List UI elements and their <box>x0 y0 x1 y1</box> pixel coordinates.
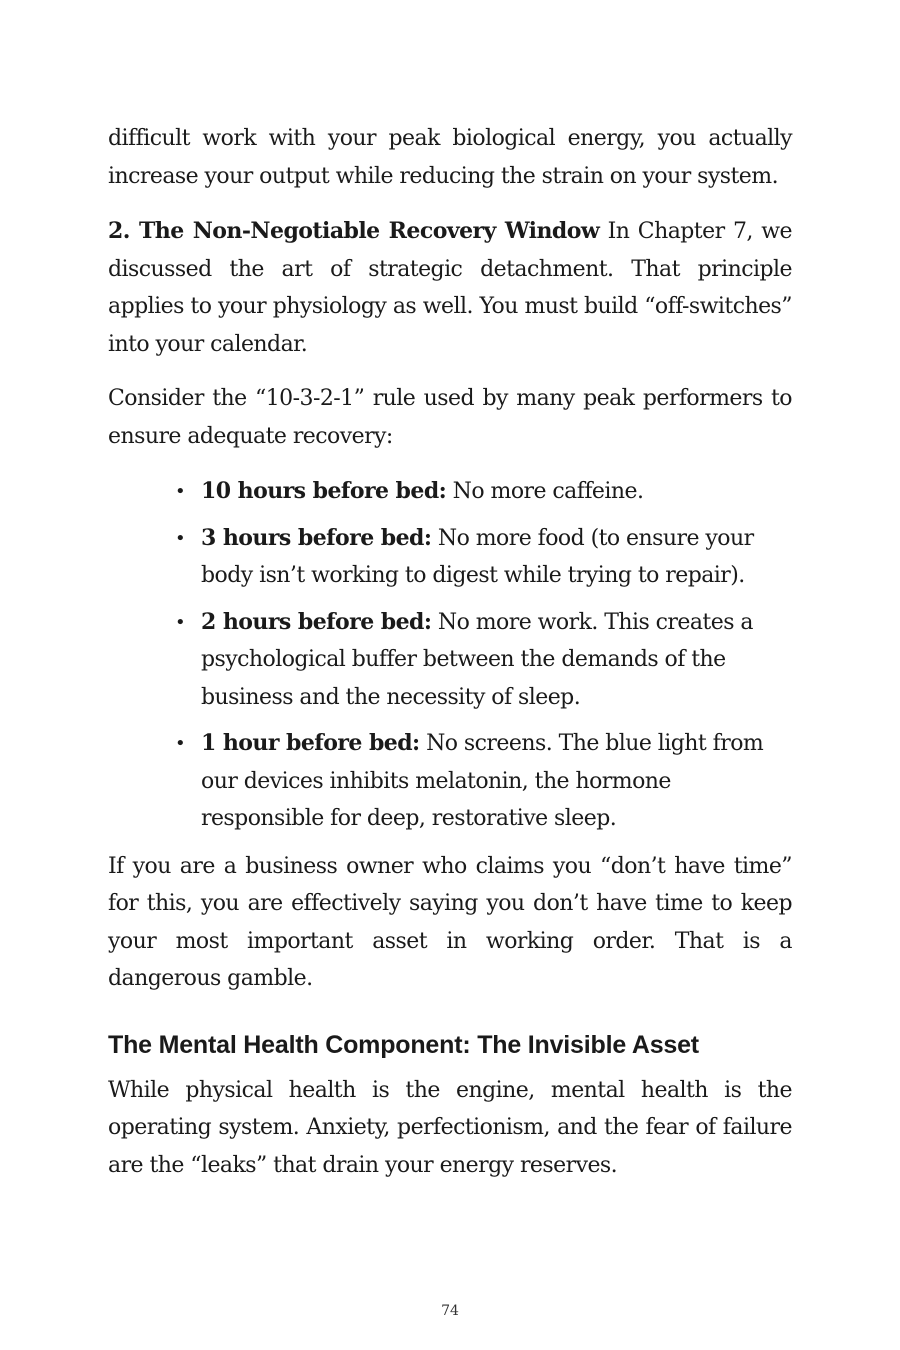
list-item <box>175 473 771 511</box>
bullet-icon: • <box>175 611 186 633</box>
list-item <box>175 725 771 838</box>
paragraph-recovery-window-text: In Chapter 7, we discussed the art of strategic detachment. That principle applies to your physiology as well. You must build “off-switches” into your calendar. <box>108 219 792 357</box>
list-item <box>175 520 771 595</box>
list-item-lead: 1 hour before bed: <box>201 730 420 756</box>
page-number: 74 <box>441 1303 459 1319</box>
recovery-rule-list <box>108 473 771 838</box>
list-item-lead: 3 hours before bed: <box>201 524 432 551</box>
bullet-icon: • <box>175 733 186 754</box>
bullet-icon: • <box>175 527 186 549</box>
paragraph-business-owner: If you are a business owner who claims you “don’t have time” for this, you are effectively saying you don’t have time to keep your most important asset in working order. That is a dangerous gamble. <box>108 853 792 991</box>
list-item-lead: 2 hours before bed: <box>201 608 432 635</box>
paragraph-recovery-window <box>108 213 792 363</box>
paragraph-heading-recovery-window: 2. The Non-Negotiable Recovery Window <box>108 218 600 244</box>
list-item-lead: 10 hours before bed: <box>201 478 447 504</box>
paragraph-continuation: difficult work with your peak biological energy, you actually increase your output while reducing the strain on your system. <box>108 126 792 189</box>
paragraph-mental-health: While physical health is the engine, mental health is the operating system. Anxiety, perfectionism, and the fear of failure are the “leaks” that drain your energy reserves. <box>108 1077 792 1178</box>
section-heading: The Mental Health Component: The Invisible Asset <box>108 1030 699 1059</box>
list-item-text: No more food (to ensure your body isn’t working to digest while trying to repair). <box>201 525 754 588</box>
page-content <box>108 120 792 1184</box>
bullet-icon: • <box>175 481 186 502</box>
list-item-text: No more work. This creates a psychological buffer between the demands of the business and the necessity of sleep. <box>201 609 753 710</box>
list-item <box>175 604 771 717</box>
paragraph-10-3-2-1-rule: Consider the “10-3-2-1” rule used by many peak performers to ensure adequate recovery: <box>108 386 792 449</box>
list-item-text: No screens. The blue light from our devices inhibits melatonin, the hormone responsible for deep, restorative sleep. <box>201 731 764 831</box>
list-item-text: No more caffeine. <box>446 479 644 504</box>
